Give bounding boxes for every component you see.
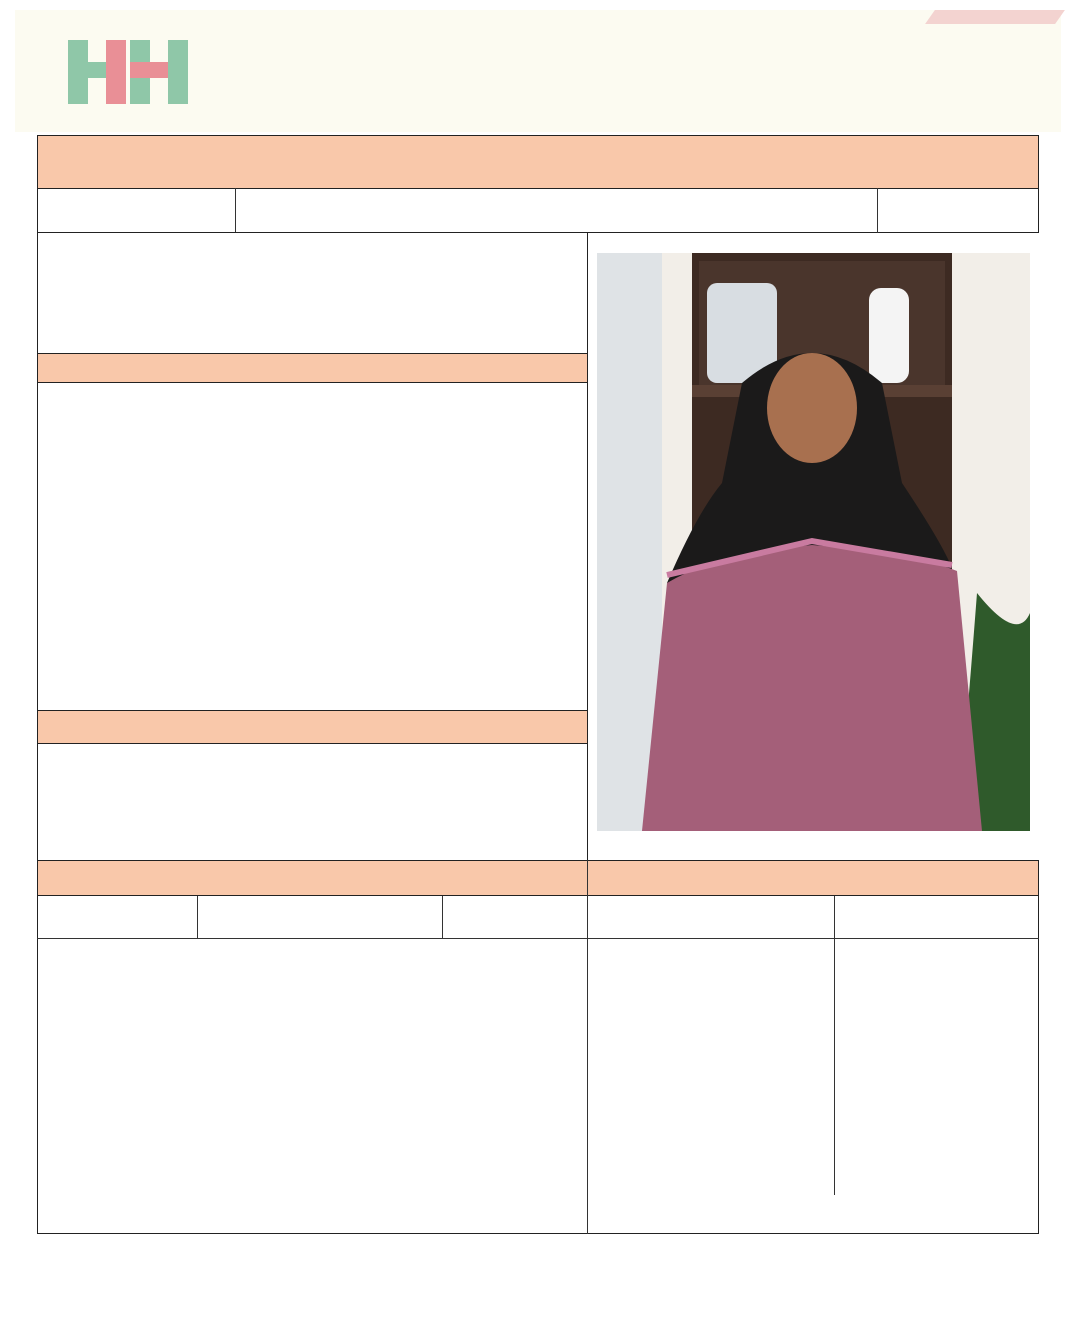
applicant-row (37, 188, 1039, 233)
company-logo-icon (68, 40, 190, 104)
experience-heading-bar (37, 860, 1039, 896)
languages-heading-bar (37, 710, 588, 744)
applicant-photo-image (597, 253, 1030, 831)
experience-table (37, 860, 1039, 1234)
details-table (37, 232, 588, 861)
applicant-photo (597, 253, 1030, 831)
form-title-bar (37, 135, 1039, 189)
details-heading-bar (37, 353, 588, 383)
letterhead-accent (925, 10, 1065, 24)
